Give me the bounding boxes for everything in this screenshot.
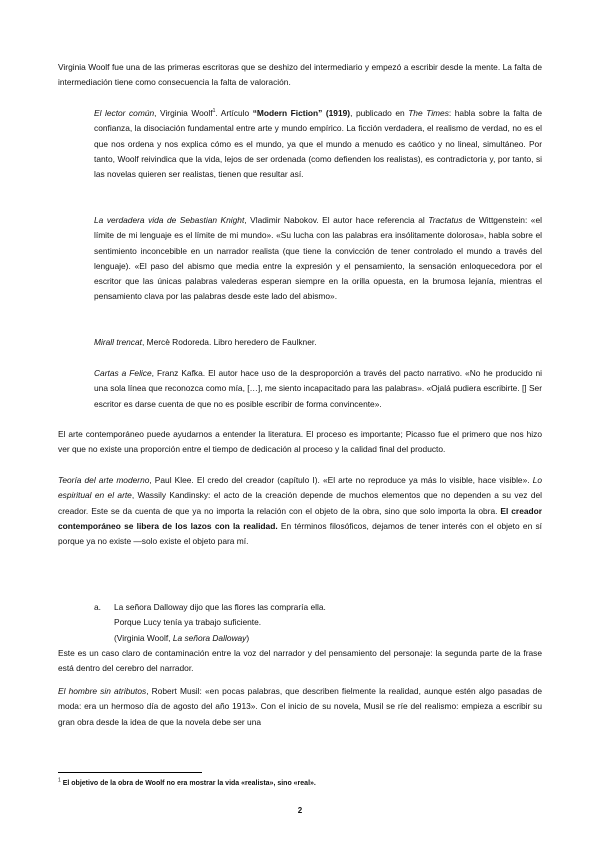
page-number: 2 [297, 806, 303, 815]
book-title: Cartas a Felice [94, 368, 152, 378]
paragraph-kafka: Cartas a Felice, Franz Kafka. El autor hace uso de la desproporción a través del pacto narrativo. «No he producido ni una sola línea que reconozca como mía, […], me siento incapacitado para las palabras». «Ojalá pudiera escribirte. [] Ser escritor es darse cuenta de que no es posible escribir de forma convincente». [94, 368, 542, 409]
paragraph-rodoreda: Mirall trencat, Mercè Rodoreda. Libro heredero de Faulkner. [94, 337, 317, 347]
quote-dalloway [114, 600, 534, 646]
bold-statement: El creador contemporáneo se libera de los lazos con la realidad. [58, 505, 542, 531]
quote-line: La señora Dalloway dijo que las flores las compraría ella. [114, 602, 326, 612]
paragraph-lector-comun: El lector común, Virginia Woolf$^1$. Artículo “Modern Fiction” (1919), publicado en The Times: habla sobre la falta de confianza, la disociación fundamental entre arte y mundo empírico. La ficción verdadera, el realismo de verdad, no es el que nos ordena y nos explica cómo es el mundo, ya que el mundo a menudo es caótico y no lineal, simultáneo. Por tanto, Woolf reivindica que la vida, lejos de ser ordenada (como defienden los realistas), es contradictoria y, por tanto, si las novelas quieren ser realistas, tienen que resultar así. [94, 108, 543, 180]
paragraph-musil: El hombre sin atributos, Robert Musil: «en pocas palabras, que describen fielmente la realidad, aunque estén algo pasadas de moda: era un hermoso día de agosto del año 1913». Con el inicio de su novela, Musil se ríe del realismo: empieza a escribir su gran obra desde la idea de que la novela debe ser una [58, 686, 542, 727]
list-marker: a. [94, 602, 101, 612]
quote-source: (Virginia Woolf, La señora Dalloway) [114, 632, 250, 643]
book-title: Lo espiritual en el arte [58, 475, 542, 501]
book-title: Teoría del arte moderno [58, 475, 150, 485]
paragraph-nabokov: La verdadera vida de Sebastian Knight, Vladimir Nabokov. El autor hace referencia al Tractatus de Wittgenstein: «el límite de mi lenguaje es el límite de mi mundo». «Su lucha con las palabras era insólitamente dolorosa», habla sobre el sentimiento inconcebible en un narrador realista (que tiene la convicción de tener controlado el mundo a través del lenguaje). «El paso del abismo que media entre la expresión y el pensamiento, la sensación enloquecedora por el escritor que las únicas palabras valederas esperan siempre en la orilla opuesta, en la brumosa lejanía, mientras el pensamiento clava por las palabras desde este lado del abismo». [94, 215, 542, 302]
paragraph-arte-contemporaneo: El arte contemporáneo puede ayudarnos a entender la literatura. El proceso es importante; Picasso fue el primero que nos hizo ver que no existe una proporción entre el tiempo de dedicación al proceso y la calidad final del producto. [58, 429, 542, 455]
book-title: Mirall trencat [94, 337, 142, 347]
footnote-number: 1 [58, 777, 61, 784]
publication-name: The Times [408, 108, 449, 118]
paragraph-woolf-intro: Virginia Woolf fue una de las primeras escritoras que se deshizo del intermediario y empezó a escribir desde la mente. La falta de intermediación tiene como consecuencia la falta de valoración. [58, 62, 542, 88]
footnote-reference[interactable]: 1 [212, 108, 216, 115]
book-title: El hombre sin atributos [58, 686, 147, 696]
book-title: El lector común [94, 108, 155, 118]
footnote: $^1$ El objetivo de la obra de Woolf no era mostrar la vida «realista», sino «real». [58, 777, 316, 787]
author-name: Virginia Woolf [160, 108, 213, 118]
article-title: “Modern Fiction” (1919) [252, 108, 351, 118]
book-title: La verdadera vida de Sebastian Knight [94, 215, 245, 225]
quote-line: Porque Lucy tenía ya trabajo suficiente. [114, 617, 262, 628]
paragraph-klee-kandinsky: Teoría del arte moderno, Paul Klee. El credo del creador (capítulo I). «El arte no reproduce ya más lo visible, hace visible». Lo espiritual en el arte, Wassily Kandinsky: el acto de la creación depende de muchos elementos que no dependen a su vez del creador. Este se da cuenta de que ya no importa la relación con el objeto de la obra, sino que solo importa la obra. El creador contemporáneo se libera de los lazos con la realidad. En términos filosóficos, dejamos de tener interés con el objeto en sí porque ya no existe —solo existe el objeto para mí. [58, 475, 542, 547]
paragraph-contaminacion: Este es un caso claro de contaminación entre la voz del narrador y del pensamiento del personaje: la segunda parte de la frase está dentro del cerebro del narrador. [58, 648, 542, 674]
footnote-divider [58, 772, 202, 773]
book-title: Tractatus [428, 215, 463, 225]
